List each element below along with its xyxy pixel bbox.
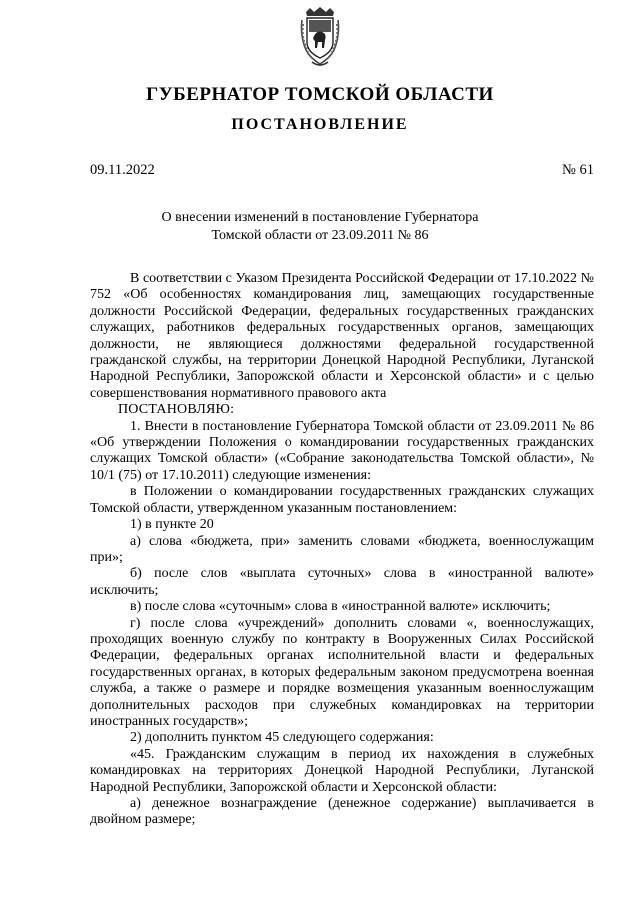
body-paragraph: а) слова «бюджета, при» заменить словами «бюджета, военнослужащим при»; bbox=[90, 533, 594, 565]
body-paragraph: а) денежное вознаграждение (денежное содержание) выплачивается в двойном размере; bbox=[90, 796, 594, 828]
subject-line: Томской области от 23.09.2011 № 86 bbox=[211, 227, 429, 243]
body-paragraph: в Положении о командировании государственных гражданских служащих Томской области, утвержденном указанным постановлением: bbox=[90, 484, 594, 516]
body-paragraph: в) после слова «суточным» слова в «иностранной валюте» исключить; bbox=[130, 599, 551, 615]
decree-word: ПОСТАНОВЛЯЮ: bbox=[118, 402, 235, 418]
subject-line: О внесении изменений в постановление Губернатора bbox=[161, 210, 479, 225]
body-paragraph: 2) дополнить пунктом 45 следующего содержания: bbox=[130, 730, 434, 746]
body-paragraph: г) после слова «учреждений» дополнить словами «, военнослужащих, проходящих военную службу по контракту в Вооруженных Силах Российской Федерации, федеральных органах исполнительной власти и федеральных государственных органах, в которых федеральным законом предусмотрена военная служба, а также о размере и порядке возмещения указанным военнослужащим дополнительных расходов при служебных командировках на территории иностранных государств»; bbox=[90, 615, 594, 729]
tomsk-coat-of-arms-icon bbox=[300, 6, 340, 70]
document-body bbox=[90, 271, 594, 829]
body-paragraph: б) после слов «выплата суточных» слова в «иностранной валюте» исключить; bbox=[90, 566, 594, 598]
preamble-paragraph: В соответствии с Указом Президента Российской Федерации от 17.10.2022 № 752 «Об особенностях командирования лиц, замещающих государственные должности Российской Федерации, федеральных государственных гражданских служащих, работников федеральных государственных органов, замещающих должности, не являющиеся должностями федеральной государственной гражданской службы, на территории Донецкой Народной Республики, Луганской Народной Республики, Запорожской области и Херсонской области» и с целью совершенствования нормативного правового акта bbox=[90, 271, 594, 401]
body-paragraph: 1. Внести в постановление Губернатора Томской области от 23.09.2011 № 86 «Об утверждении Положения о командировании государственных гражданских служащих Томской области» («Собрание законодательства Томской области», № 10/1 (75) от 17.10.2011) следующие изменения: bbox=[90, 418, 594, 483]
document-number: № 61 bbox=[562, 162, 594, 178]
issuer-title: ГУБЕРНАТОР ТОМСКОЙ ОБЛАСТИ bbox=[146, 84, 494, 105]
body-paragraph: «45. Гражданским служащим в период их нахождения в служебных командировках на территориях Донецкой Народной Республики, Луганской Народной Республики, Запорожской области и Херсонской области: bbox=[90, 746, 594, 795]
document-date: 09.11.2022 bbox=[90, 162, 155, 178]
body-paragraph: 1) в пункте 20 bbox=[130, 517, 214, 533]
document-subject bbox=[0, 209, 640, 244]
document-type: ПОСТАНОВЛЕНИЕ bbox=[231, 116, 409, 133]
